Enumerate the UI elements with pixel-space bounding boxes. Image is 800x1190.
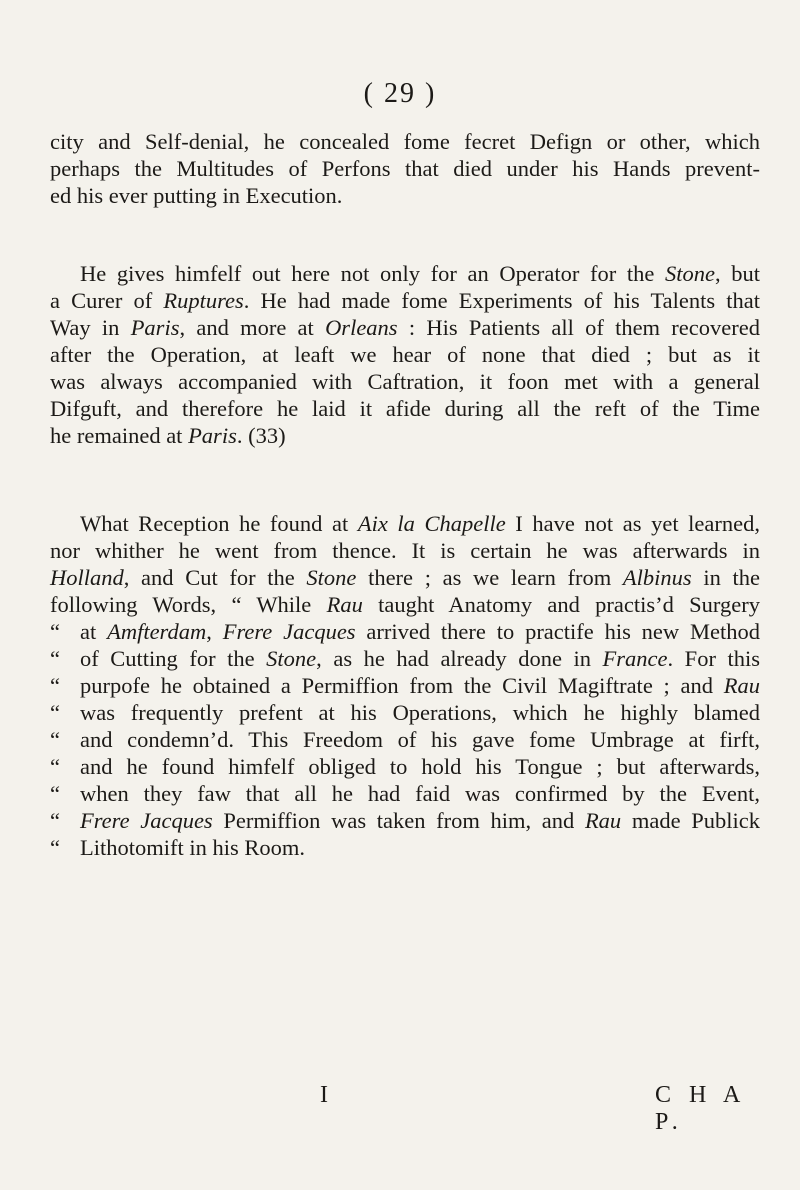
text-line: ed his ever putting in Execution. bbox=[50, 183, 343, 208]
text-line: perhaps the Multitudes of Perfons that died under his Hands prevent- bbox=[50, 156, 760, 181]
text-line: was always accompanied with Caftration, it foon met with a general bbox=[50, 369, 760, 394]
text-line: Way in Paris, and more at Orleans : His Patients all of them recovered bbox=[50, 315, 760, 340]
quote-mark: “ bbox=[50, 646, 60, 671]
quoted-line: “ Lithotomift in his Room. bbox=[50, 835, 306, 860]
quoted-line: “ and he found himfelf obliged to hold his Tongue ; but afterwards, bbox=[50, 754, 760, 779]
quote-mark: “ bbox=[50, 835, 60, 860]
text-line: he remained at Paris. (33) bbox=[50, 423, 286, 448]
quote-mark: “ bbox=[50, 727, 60, 752]
quoted-line: “ Frere Jacques Permiffion was taken from him, and Rau made Publick bbox=[50, 808, 760, 833]
page-number: ( 29 ) bbox=[363, 78, 437, 109]
quoted-line: “ was frequently prefent at his Operations, which he highly blamed bbox=[50, 700, 760, 725]
text-line: He gives himfelf out here not only for an Operator for the Stone, but bbox=[80, 261, 760, 286]
quote-mark: “ bbox=[50, 673, 60, 698]
quoted-line: “ of Cutting for the Stone, as he had already done in France. For this bbox=[50, 646, 760, 671]
quote-mark: “ bbox=[50, 754, 60, 779]
quoted-line: “ and condemn’d. This Freedom of his gave fome Umbrage at firft, bbox=[50, 727, 760, 752]
paragraph-3 bbox=[50, 510, 760, 861]
paragraph-2 bbox=[50, 260, 760, 449]
quoted-line: “ when they faw that all he had faid was confirmed by the Event, bbox=[50, 781, 760, 806]
text-line: city and Self-denial, he concealed fome fecret Defign or other, which bbox=[50, 129, 760, 154]
paragraph-1 bbox=[50, 128, 760, 209]
quote-mark: “ bbox=[50, 781, 60, 806]
text-line: Difguft, and therefore he laid it afide during all the reft of the Time bbox=[50, 396, 760, 421]
quoted-line: “ at Amfterdam, Frere Jacques arrived there to practife his new Method bbox=[50, 619, 760, 644]
quote-mark: “ bbox=[50, 808, 60, 833]
catchword: C H A P. bbox=[655, 1082, 746, 1135]
text-line: What Reception he found at Aix la Chapelle I have not as yet learned, bbox=[80, 511, 760, 536]
text-line: nor whither he went from thence. It is certain he was afterwards in bbox=[50, 538, 760, 563]
text-line: Holland, and Cut for the Stone there ; as we learn from Albinus in the bbox=[50, 565, 760, 590]
text-line: a Curer of Ruptures. He had made fome Experiments of his Talents that bbox=[50, 288, 760, 313]
signature-mark: I bbox=[320, 1082, 328, 1108]
text-line: following Words, “ While Rau taught Anatomy and practis’d Surgery bbox=[50, 592, 760, 617]
quote-mark: “ bbox=[50, 700, 60, 725]
text-line: after the Operation, at leaft we hear of none that died ; but as it bbox=[50, 342, 760, 367]
quote-mark: “ bbox=[50, 619, 60, 644]
quoted-line: “ purpofe he obtained a Permiffion from the Civil Magiftrate ; and Rau bbox=[50, 673, 760, 698]
